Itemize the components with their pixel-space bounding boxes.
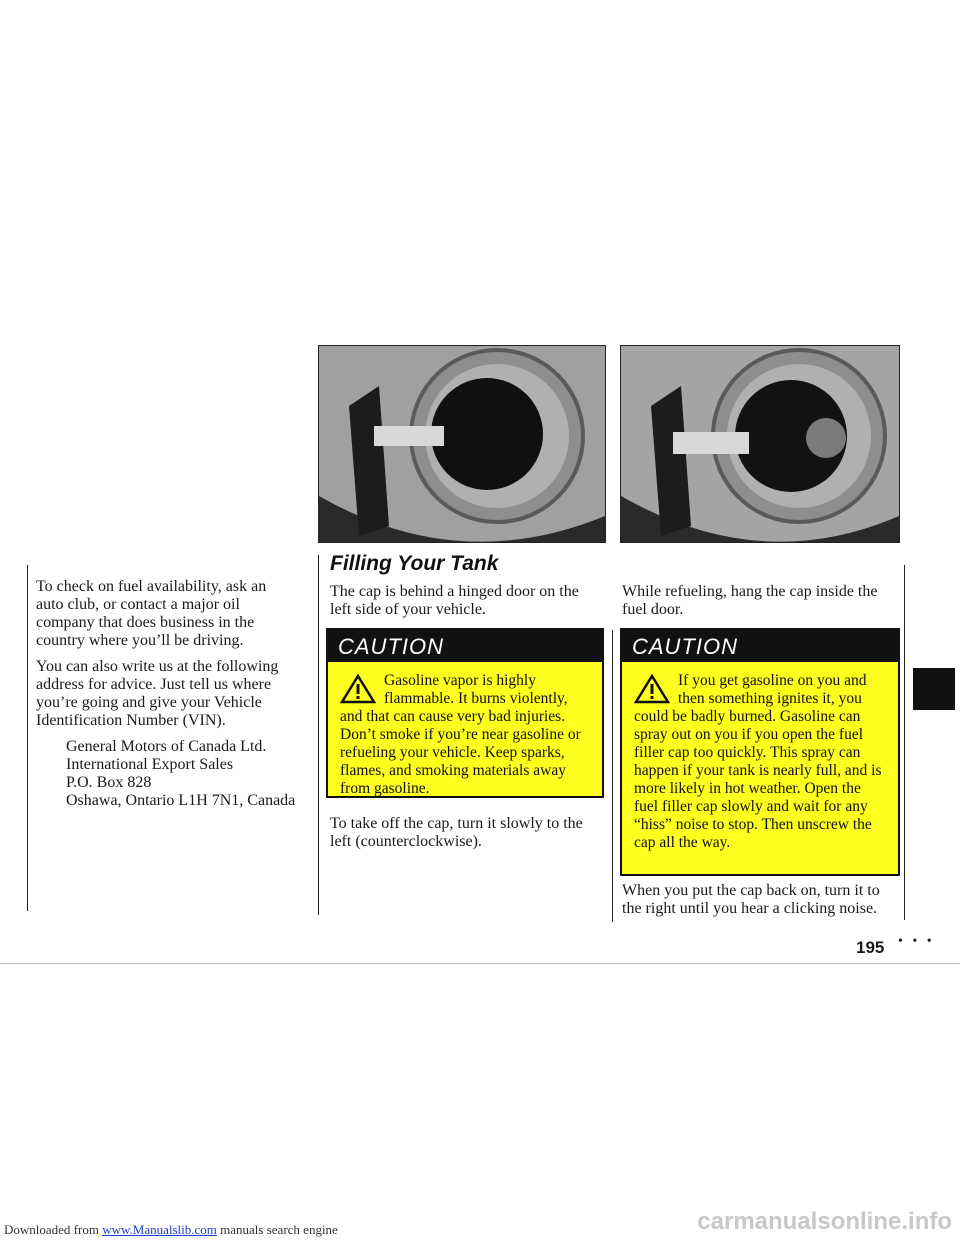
address-line: International Export Sales xyxy=(66,756,234,773)
replace-cap-paragraph: When you put the cap back on, turn it to the right until you hear a clicking noise. xyxy=(622,882,880,917)
column-rule-right xyxy=(612,630,613,922)
manualslib-link[interactable]: www.Manualslib.com xyxy=(102,1222,217,1237)
page-number-dots: • • • xyxy=(898,934,935,949)
fuel-availability-paragraph: To check on fuel availability, ask an auto club, or contact a major oil company that does business in the country where you’ll be driving. xyxy=(36,578,267,649)
caution-label: CAUTION xyxy=(622,630,898,662)
middle-intro: The cap is behind a hinged door on the left side of your vehicle. xyxy=(330,583,579,618)
write-us-paragraph: You can also write us at the following address for advice. Just tell us where you’re going and give your Vehicle Identification Number (VIN). xyxy=(36,658,279,729)
section-tab-marker xyxy=(913,668,955,710)
hang-cap-paragraph: While refueling, hang the cap inside the fuel door. xyxy=(622,583,878,618)
warning-triangle-icon xyxy=(634,674,670,704)
column-rule-left xyxy=(27,565,28,911)
fuel-door-photo-open xyxy=(620,345,900,543)
site-watermark: carmanualsonline.info xyxy=(697,1208,952,1235)
column-rule-far-right xyxy=(904,565,905,920)
bottom-rule xyxy=(0,963,960,964)
left-column xyxy=(36,578,296,810)
download-footer: Downloaded from www.Manualslib.com manuals search engine xyxy=(4,1222,338,1237)
address-line: P.O. Box 828 xyxy=(66,774,152,791)
remove-cap-paragraph: To take off the cap, turn it slowly to the left (counterclockwise). xyxy=(330,815,583,850)
address-line: General Motors of Canada Ltd. xyxy=(66,738,267,755)
caution-box-spray xyxy=(620,628,900,876)
page-number: 195 xyxy=(856,938,885,957)
warning-triangle-icon xyxy=(340,674,376,704)
caution-text: Gasoline vapor is highly flammable. It burns violently, and that can cause very bad injuries. Don’t smoke if you’re near gasoline or refueling your vehicle. Keep sparks, flames, and smoking materials away from gasoline. xyxy=(340,672,581,797)
caution-label: CAUTION xyxy=(328,630,602,662)
caution-box-vapor xyxy=(326,628,604,798)
mailing-address xyxy=(36,738,296,810)
column-rule-middle xyxy=(318,555,319,915)
section-heading: Filling Your Tank xyxy=(330,552,499,575)
fuel-door-photo-closed xyxy=(318,345,606,543)
address-line: Oshawa, Ontario L1H 7N1, Canada xyxy=(66,792,296,809)
caution-text: If you get gasoline on you and then something ignites it, you could be badly burned. Gasoline can spray out on you if you open the fuel filler cap too quickly. This spray can happen if your tank is nearly full, and is more likely in hot weather. Open the fuel filler cap slowly and wait for any “hiss” noise to stop. Then unscrew the cap all the way. xyxy=(634,672,882,851)
